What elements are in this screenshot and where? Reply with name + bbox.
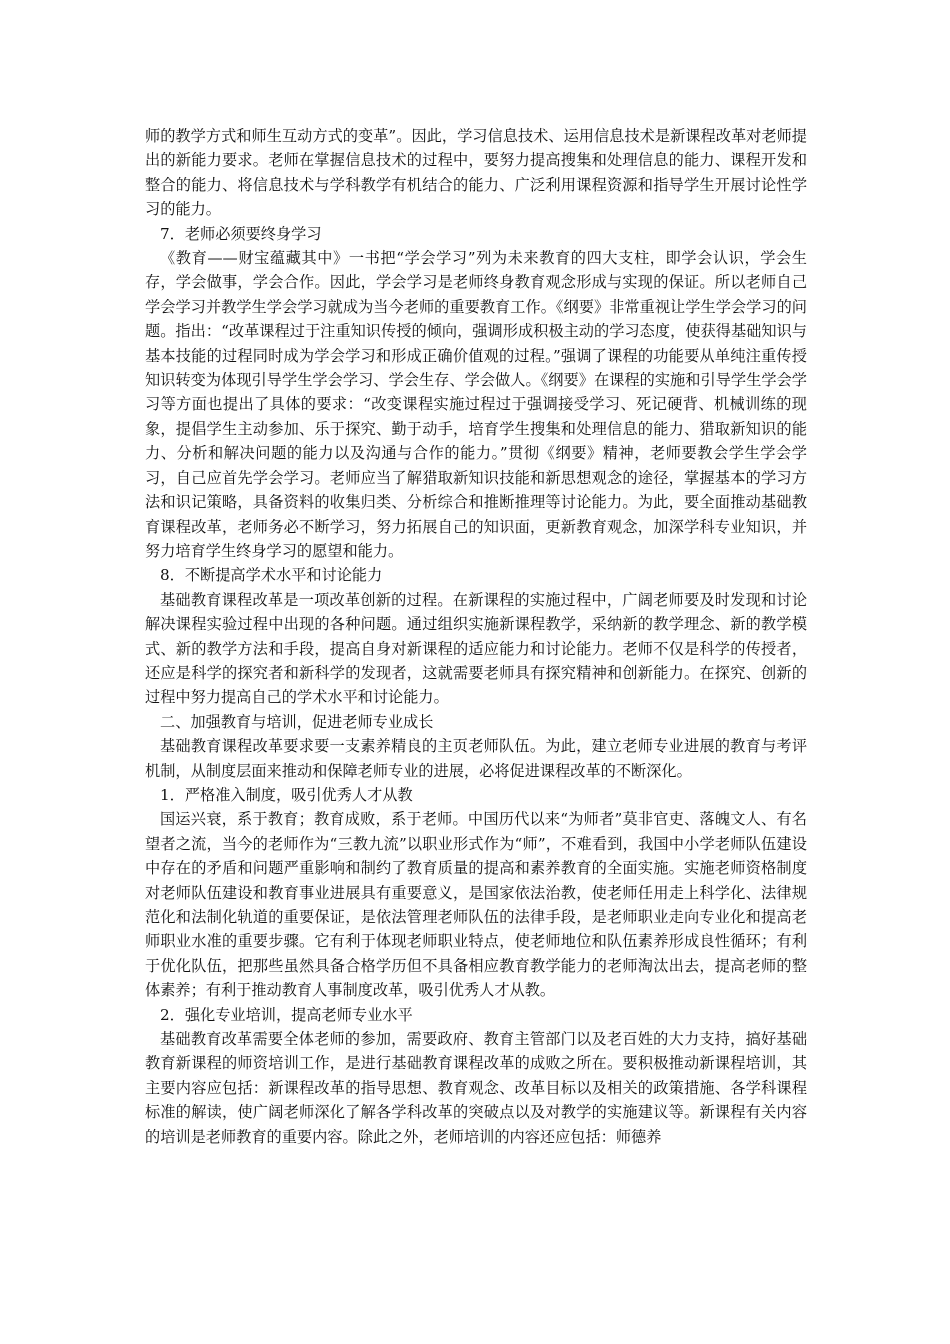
heading-section-two: 二、加强教育与培训，促进老师专业成长 bbox=[160, 712, 434, 731]
document-page bbox=[145, 124, 807, 1149]
paragraph-professional-training: 基础教育改革需要全体老师的参加，需要政府、教育主管部门以及老百姓的大力支持，搞好基础教育新课程的师资培训工作，是进行基础教育课程改革的成败之所在。要积极推动新课程培训，其主要内容应包括：新课程改革的指导思想、教育观念、改革目标以及相关的政策措施、各学科课程标准的解读，使广阔老师深化了解各学科改革的突破点以及对教学的实施建议等。新课程有关内容的培训是老师教育的重要内容。除此之外，老师培训的内容还应包括：师德养 bbox=[145, 1030, 807, 1146]
paragraph-section-two-intro: 基础教育课程改革要求要一支素养精良的主页老师队伍。为此，建立老师专业进展的教育与考评机制，从制度层面来推动和保障老师专业的进展，必将促进课程改革的不断深化。 bbox=[145, 737, 807, 780]
paragraph-info-tech-continued: 师的教学方式和师生互动方式的变革”。因此，学习信息技术、运用信息技术是新课程改革对老师提出的新能力要求。老师在掌握信息技术的过程中，要努力提高搜集和处理信息的能力、课程开发和整合的能力、将信息技术与学科教学有机结合的能力、广泛利用课程资源和指导学生开展讨论性学习的能力。 bbox=[145, 127, 807, 219]
paragraph-academic-research: 基础教育课程改革是一项改革创新的过程。在新课程的实施过程中，广阔老师要及时发现和讨论解决课程实验过程中出现的各种问题。通过组织实施新课程教学，采纳新的教学理念、新的教学模式、新的教学方法和手段，提高自身对新课程的适应能力和讨论能力。老师不仅是科学的传授者，还应是科学的探究者和新科学的发现者，这就需要老师具有探究精神和创新能力。在探究、创新的过程中努力提高自己的学术水平和讨论能力。 bbox=[145, 590, 807, 707]
heading-access-system: 1．严格准入制度，吸引优秀人才从教 bbox=[160, 785, 413, 804]
heading-lifelong-learning: 7．老师必须要终身学习 bbox=[160, 224, 322, 243]
heading-academic-research: 8．不断提高学术水平和讨论能力 bbox=[160, 566, 383, 585]
paragraph-lifelong-learning: 《教育——财宝蕴藏其中》一书把“学会学习”列为未来教育的四大支柱，即学会认识，学会生存，学会做事，学会合作。因此，学会学习是老师终身教育观念形成与实现的保证。所以老师自己学会学习并教学生学会学习就成为当今老师的重要教育工作。《纲要》非常重视让学生学会学习的问题。指出：“改革课程过于注重知识传授的倾向，强调形成积极主动的学习态度，使获得基础知识与基本技能的过程同时成为学会学习和形成正确价值观的过程。”强调了课程的功能要从单纯注重传授知识转变为体现引导学生学会学习、学会生存、学会做人。《纲要》在课程的实施和引导学生学会学习等方面也提出了具体的要求：“改变课程实施过程过于强调接受学习、死记硬背、机械训练的现象，提倡学生主动参加、乐于探究、勤于动手，培育学生搜集和处理信息的能力、猎取新知识的能力、分析和解决问题的能力以及沟通与合作的能力。”贯彻《纲要》精神，老师要教会学生学会学习，自己应首先学会学习。老师应当了解猎取新知识技能和新思想观念的途径，掌握基本的学习方法和识记策略，具备资料的收集归类、分析综合和推断推理等讨论能力。为此，要全面推动基础教育课程改革，老师务必不断学习，努力拓展自己的知识面，更新教育观念，加深学科专业知识，并努力培育学生终身学习的愿望和能力。 bbox=[145, 249, 807, 560]
heading-professional-training: 2．强化专业培训，提高老师专业水平 bbox=[160, 1005, 413, 1024]
paragraph-access-system: 国运兴衰，系于教育；教育成败，系于老师。中国历代以来“为师者”莫非官吏、落魄文人、有名望者之流，当今的老师作为“三教九流”以职业形式作为“师”，不难看到，我国中小学老师队伍建设中存在的矛盾和问题严重影响和制约了教育质量的提高和素养教育的全面实施。实施老师资格制度对老师队伍建设和教育事业进展具有重要意义，是国家依法治教，使老师任用走上科学化、法律规范化和法制化轨道的重要保证，是依法管理老师队伍的法律手段，是老师职业走向专业化和提高老师职业水准的重要步骤。它有利于体现老师职业特点，使老师地位和队伍素养形成良性循环；有利于优化队伍，把那些虽然具备合格学历但不具备相应教育教学能力的老师淘汰出去，提高老师的整体素养；有利于推动教育人事制度改革，吸引优秀人才从教。 bbox=[145, 810, 807, 1000]
